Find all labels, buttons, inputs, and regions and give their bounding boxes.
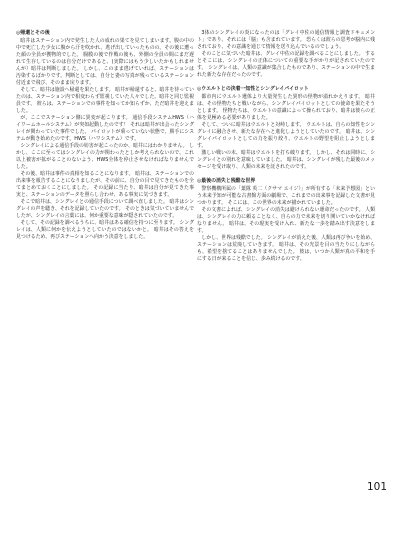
- section-heading-final: ◎最後の消失と残酷な世界: [197, 178, 256, 184]
- paragraph: 都市内にウエルト遺体より大量発生した異形の怪物が溢れかえります。 暗井は、その怪物たちと戦いながら、シングレイパイロットとしての使命を果たそうとします。 怪物たちは、ウエルトの意識によって操られており、暗井は彼らの正体を見極める必要がありました。: [197, 94, 375, 121]
- paragraph: その後、暗井は事件の真相を知ることになります。 暗井は、ステーションでの出来事を報告することになりましたが、その前に、自分の目で見てきたものを全てまとめておくことにしました。 その記録に当たり、暗井は自分が見てきた事実と、ステーションのデータを照らし合わせ、ある事実に気づきます。: [16, 171, 194, 198]
- section-spacer: [197, 171, 375, 178]
- paragraph: シングレイによる通信手段の妨害が起こったのか、暗井にはわかりません。 しかし、ここに至ってはシングレイの力が関わったとしか考えられないので、これ以上被害が拡がることのないよう、HWS全体を停止させなければなりませんでした。: [16, 143, 194, 170]
- paragraph: その文書によれば、シングレイの消失は避けられない運命だったのです。 人類は、シングレイの力に頼ることなく、自らの力で未来を切り開いていかなければなりません。 暗井は、その現実を受け入れ、新たな一歩を踏み出す決意をします。: [197, 207, 375, 234]
- paragraph: 暗井はステーション内で発生した人の成れの果てを見てしまいます。腹の中の中で死亡した少女に腹から汗を吹かれ、逃げ出していったものの、その後に遭った顔の全員が獲物的でした。 腸膜の後で作戦の後も、外側の全員の間にまだ遅れて生存しているのは自分だけであると、(実際にはもう少しいたかもしれませんが）暗井は判断しました。 しかし、このまま逃げていれば、ステーションは汚染するばかりです。判断としては、自分と妻の写真が残っているステーション付近まで飛び、そのまま戻ります。: [16, 38, 194, 86]
- paragraph: しかし、世界は残酷でした。 シングレイが消えた後、人類は再び争いを始め、ステーションは荒廃していきます。 暗井は、その光景を目の当たりにしながらも、希望を捨てることはありませんでした。 彼は、いつか人類が真の平和を手にする日が来ることを信じ、歩み続けるのです。: [197, 235, 375, 262]
- paragraph: そして、その記録を調べるうちに、暗井はある確信を持つに至ります。 シングレイは、人類に何かを伝えようとしていたのではないかと。 暗井はその答えを見つけるため、再びステーションへ向かう決意をしました。: [16, 220, 194, 240]
- page-number: 101: [366, 481, 387, 493]
- paragraph: 警察機構所属の「葉隊 英二（クサマ エイジ）」が所有する「未来予想図」という未来予知が可能な古書館方面の劇場で、これまでの出来事を記録した文書が見つかります。 そこには、この世界の未来が描かれていました。: [197, 186, 375, 206]
- right-column: [197, 30, 375, 263]
- paragraph: 激しい戦いの末、暗井はウエルトを打ち破ります。 しかし、それは同時に、シングレイとの別れを意味していました。 暗井は、シングレイが残した最後のメッセージを受け取り、人類の未来を託されたのです。: [197, 150, 375, 170]
- paragraph: 3体のシングレイの炎になったのは「グレイ中佐の通信情報と調査ドキュメント」であり、それには「脳」も含まれています。 恐らくは彼らの思考が脳内に残されており、その意識を通じて情報を送り込んでいるのでしょう。: [197, 30, 375, 50]
- section-heading-return: ◎帰還とその後: [16, 30, 50, 36]
- section-heading-welt: ◎ウエルトとの決着一知性とシングレイパイロット: [197, 86, 309, 92]
- left-column: [16, 30, 194, 241]
- paragraph: そして、暗井は施設へ帰還を果たします。 暗井が帰還すると、暗井を待っていたのは、ステーション内で相変わらず監視していた人々でした。暗井と同じ監視員です。 彼らは、ステーションでの事件を知ってか知らずか、ただ暗井を迎えました。: [16, 87, 194, 114]
- paragraph: そこで暗井は、シングレイとの通信手段について調べ直しました。 暗井はシングレイの声を聴き、それを記録していたのです。 そのときは気づいていませんでしたが、シングレイの言葉には、何か重要な意味が隠されていたのです。: [16, 199, 194, 219]
- paragraph: が、ここでステーション側に異変が起こります。 通信手段システムHWS（ハイワームホールシステム）が突如起動したのです！ それは暗井が出会ったシングレイが関わっていた事件でした。 パイロットが乗っていない状態で、勝手にシステムが動き始めたのです。HWS（ハワシステム）です。: [16, 115, 194, 142]
- paragraph: そして、ついに暗井はウエルトと対峙します。 ウエルトは、自らの知性をシングレイに融合させ、新たな存在へと進化しようとしていたのです。 暗井は、シングレイパイロットとしての力を振り絞り、ウエルトの野望を阻止しようとします。: [197, 122, 375, 149]
- paragraph: そのことに気づいた暗井は、グレイ中佐の記録を調べることにしました。 するとそこには、シングレイの正体についての重要な手がかりが記されていたのです。 シングレイは、人類の意識が集合したものであり、ステーションの中で生まれた新たな存在だったのです。: [197, 51, 375, 78]
- section-spacer: [197, 79, 375, 86]
